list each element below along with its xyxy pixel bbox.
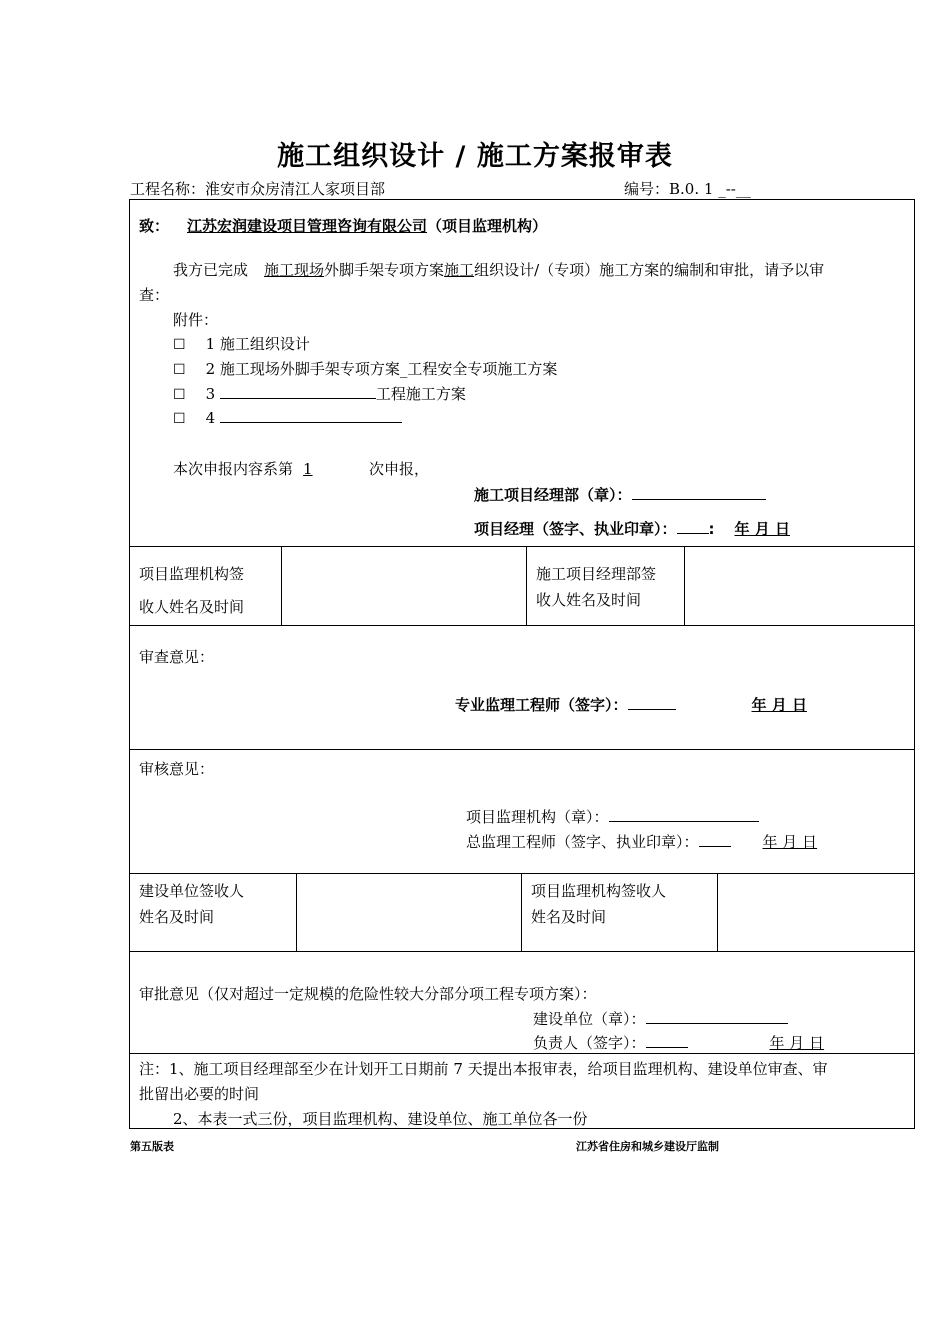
divider <box>129 1053 914 1054</box>
checkbox-icon[interactable]: ☐ <box>173 362 186 378</box>
divider <box>129 546 914 547</box>
to-org-suffix: （项目监理机构） <box>427 217 548 235</box>
form-number-field <box>624 178 751 199</box>
review-label: 审查意见： <box>139 648 215 666</box>
note-line: 2、本表一式三份，项目监理机构、建设单位、施工单位各一份 <box>173 1110 588 1128</box>
checkbox-icon[interactable]: ☐ <box>173 387 186 403</box>
divider <box>526 546 527 626</box>
signature-line[interactable] <box>646 1009 788 1024</box>
attachment-item: ☐ 4 <box>173 408 402 427</box>
engineer-sign-line: 专业监理工程师（签字）： 年 月 日 <box>455 696 807 714</box>
divider <box>281 546 282 626</box>
note-line: 注：1、施工项目经理部至少在计划开工日期前 7 天提出本报审表，给项目监理机构、建设单位审查、审 <box>139 1060 828 1078</box>
number-label: 编号： <box>624 180 670 198</box>
checkbox-icon[interactable]: ☐ <box>173 411 186 427</box>
signature-line[interactable] <box>646 1033 688 1048</box>
receipt-label-contractor: 施工项目经理部签 收人姓名及时间 <box>536 565 657 609</box>
attachment-item: ☐ 3 工程施工方案 <box>173 385 466 403</box>
to-label: 致： <box>139 217 170 235</box>
attachment-item: ☐ 1 施工组织设计 <box>173 335 310 353</box>
manager-sign-line: 项目经理（签字、执业印章）： : 年 月 日 <box>474 520 790 538</box>
project-name: 淮安市众房清江人家项目部 <box>205 180 386 198</box>
signature-line[interactable] <box>632 485 766 500</box>
unit-seal-line: 建设单位（章）： <box>533 1008 788 1029</box>
signature-line[interactable] <box>628 695 676 710</box>
divider <box>129 625 914 626</box>
to-org: 江苏宏润建设项目管理咨询有限公司 <box>187 217 428 235</box>
divider <box>129 749 914 750</box>
submission-count: 本次申报内容系第 1 次申报， <box>173 460 430 478</box>
page-title: 施工组织设计 / 施工方案报审表 <box>277 141 673 172</box>
checkbox-icon[interactable]: ☐ <box>173 337 186 353</box>
receipt-label-supervision: 项目监理机构签 收人姓名及时间 <box>139 565 245 616</box>
signature-line[interactable] <box>609 807 759 822</box>
project-name-field <box>130 178 385 199</box>
approval-label: 审批意见（仅对超过一定规模的危险性较大分部分项工程专项方案）： <box>139 985 597 1003</box>
footer-issuer: 江苏省住房和城乡建设厅监制 <box>576 1140 719 1153</box>
attachments-label: 附件： <box>173 311 219 329</box>
signature-line[interactable] <box>699 832 731 847</box>
audit-label: 审核意见： <box>139 760 215 778</box>
blank-line[interactable] <box>220 408 402 423</box>
signature-line[interactable] <box>677 519 709 534</box>
blank-line[interactable] <box>220 384 376 399</box>
chief-sign-line: 总监理工程师（签字、执业印章）： 年 月 日 <box>466 833 818 851</box>
divider <box>521 873 522 952</box>
divider <box>684 546 685 626</box>
to-line <box>139 215 547 236</box>
note-line: 批留出必要的时间 <box>139 1085 260 1103</box>
body-text: 我方已完成 施工现场外脚手架专项方案施工组织设计/（专项）施工方案的编制和审批，请予以审 <box>173 261 825 279</box>
receipt-label-owner: 建设单位签收人 姓名及时间 <box>139 882 245 926</box>
receipt-label-supervision-2: 项目监理机构签收人 姓名及时间 <box>531 882 667 926</box>
number-value: B.0. 1 _--__ <box>669 180 751 198</box>
attachment-item: ☐ 2 施工现场外脚手架专项方案_工程安全专项施工方案 <box>173 360 558 378</box>
org-seal-line: 项目监理机构（章）： <box>466 806 759 827</box>
footer-edition: 第五版表 <box>130 1140 174 1153</box>
divider <box>296 873 297 952</box>
body-text-line2: 查： <box>139 286 170 304</box>
project-label: 工程名称： <box>130 180 206 198</box>
responsible-sign-line: 负责人（签字）： 年 月 日 <box>533 1034 825 1052</box>
divider <box>717 873 718 952</box>
dept-seal-line: 施工项目经理部（章）： <box>474 484 766 505</box>
